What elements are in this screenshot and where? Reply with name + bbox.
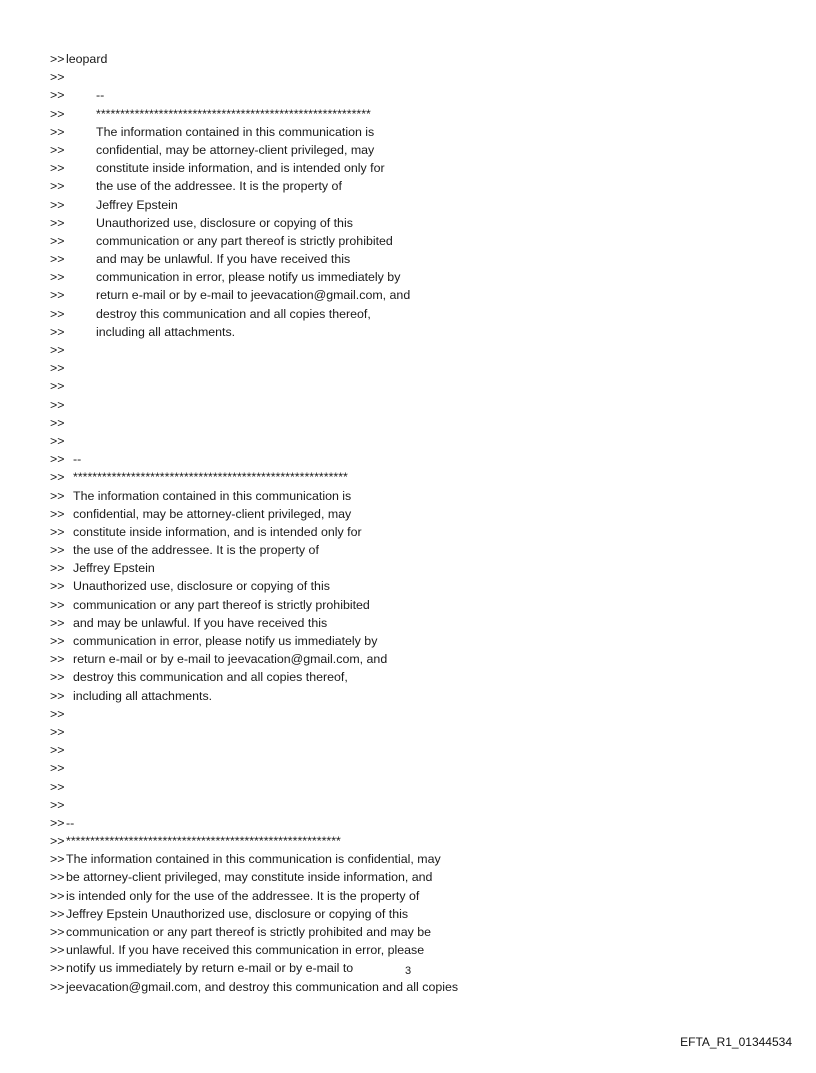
quote-marker: >> bbox=[50, 124, 65, 139]
quote-marker: >> bbox=[50, 652, 65, 667]
line-text: communication in error, please notify us immediately by bbox=[73, 634, 378, 648]
line-text: communication or any part thereof is strictly prohibited bbox=[73, 597, 370, 612]
quoted-line bbox=[50, 414, 770, 432]
quote-marker: >> bbox=[50, 834, 65, 849]
quoted-line bbox=[50, 141, 770, 159]
line-text: and may be unlawful. If you have received this bbox=[96, 252, 351, 267]
line-text: destroy this communication and all copies thereof, bbox=[73, 670, 348, 685]
quoted-line bbox=[50, 377, 770, 395]
quoted-line bbox=[50, 596, 770, 614]
line-text: Jeffrey Epstein bbox=[96, 197, 178, 212]
line-text: -- bbox=[66, 815, 75, 830]
quote-marker: >> bbox=[50, 815, 65, 830]
page-number: 3 bbox=[404, 965, 412, 977]
quoted-line bbox=[50, 214, 770, 232]
quote-marker: >> bbox=[50, 288, 65, 303]
quote-marker: >> bbox=[50, 779, 65, 794]
quoted-line bbox=[50, 632, 770, 650]
quote-marker: >> bbox=[50, 270, 65, 285]
quoted-line bbox=[50, 359, 770, 377]
quoted-line bbox=[50, 196, 770, 214]
quote-marker: >> bbox=[50, 797, 65, 812]
quote-marker: >> bbox=[50, 925, 65, 939]
quote-marker: >> bbox=[50, 561, 65, 576]
quoted-line bbox=[50, 905, 770, 923]
quoted-line bbox=[50, 123, 770, 141]
line-text: return e-mail or by e-mail to jeevacation@gmail.com, and bbox=[73, 652, 388, 667]
quoted-line bbox=[50, 341, 770, 359]
quoted-line bbox=[50, 796, 770, 814]
line-text: jeevacation@gmail.com, and destroy this communication and all copies bbox=[66, 979, 459, 994]
quoted-line bbox=[50, 778, 770, 796]
quote-marker: >> bbox=[50, 306, 65, 321]
quote-marker: >> bbox=[50, 615, 65, 630]
line-text: communication or any part thereof is strictly prohibited bbox=[96, 233, 393, 248]
quote-marker: >> bbox=[50, 506, 65, 521]
quoted-line bbox=[50, 705, 770, 723]
quoted-line bbox=[50, 177, 770, 195]
quoted-line bbox=[50, 268, 770, 286]
line-text: The information contained in this communication is confidential, may bbox=[66, 852, 441, 867]
quoted-line bbox=[50, 941, 770, 959]
line-text: Jeffrey Epstein Unauthorized use, disclosure or copying of this bbox=[66, 906, 409, 921]
quoted-line bbox=[50, 687, 770, 705]
quoted-line bbox=[50, 759, 770, 777]
quote-marker: >> bbox=[50, 979, 65, 994]
quoted-line bbox=[50, 832, 770, 850]
quoted-line bbox=[50, 868, 770, 886]
line-text: The information contained in this communication is bbox=[73, 488, 352, 503]
line-text: -- bbox=[96, 88, 105, 103]
quote-marker: >> bbox=[50, 688, 65, 703]
quote-marker: >> bbox=[50, 906, 65, 921]
quote-marker: >> bbox=[50, 179, 65, 194]
line-text: notify us immediately by return e-mail or by e-mail to bbox=[66, 961, 354, 976]
quoted-line bbox=[50, 505, 770, 523]
quoted-line bbox=[50, 450, 770, 468]
line-text: communication in error, please notify us immediately by bbox=[96, 270, 401, 285]
line-text: leopard bbox=[66, 52, 108, 66]
line-text: confidential, may be attorney-client privileged, may bbox=[73, 506, 352, 521]
quote-marker: >> bbox=[50, 543, 65, 558]
quote-marker: >> bbox=[50, 470, 65, 485]
line-text: including all attachments. bbox=[96, 324, 236, 339]
line-text: -- bbox=[73, 452, 82, 467]
quote-marker: >> bbox=[50, 252, 65, 267]
quoted-line bbox=[50, 305, 770, 323]
quote-marker: >> bbox=[50, 670, 65, 685]
line-text: Unauthorized use, disclosure or copying of this bbox=[96, 215, 353, 230]
quoted-line bbox=[50, 232, 770, 250]
quoted-line bbox=[50, 105, 770, 123]
quote-marker: >> bbox=[50, 52, 65, 66]
quote-marker: >> bbox=[50, 433, 65, 448]
quote-marker: >> bbox=[50, 724, 65, 739]
quote-marker: >> bbox=[50, 852, 65, 867]
quoted-line bbox=[50, 286, 770, 304]
quote-marker: >> bbox=[50, 870, 65, 885]
line-text: Unauthorized use, disclosure or copying of this bbox=[73, 579, 330, 594]
quote-marker: >> bbox=[50, 197, 65, 212]
line-text: constitute inside information, and is intended only for bbox=[96, 161, 385, 176]
quoted-line bbox=[50, 723, 770, 741]
quoted-line bbox=[50, 541, 770, 559]
quote-marker: >> bbox=[50, 706, 65, 721]
line-text: ********************************************************* bbox=[73, 470, 348, 485]
line-text: the use of the addressee. It is the property of bbox=[96, 179, 342, 194]
quote-marker: >> bbox=[50, 524, 65, 539]
line-text: destroy this communication and all copies thereof, bbox=[96, 306, 371, 321]
quote-marker: >> bbox=[50, 943, 65, 958]
quoted-line bbox=[50, 250, 770, 268]
quoted-line bbox=[50, 741, 770, 759]
quote-marker: >> bbox=[50, 415, 65, 430]
quote-marker: >> bbox=[50, 161, 65, 176]
quote-marker: >> bbox=[50, 888, 65, 903]
quote-marker: >> bbox=[50, 106, 65, 121]
quoted-line bbox=[50, 523, 770, 541]
quote-marker: >> bbox=[50, 379, 65, 394]
line-text: return e-mail or by e-mail to jeevacation@gmail.com, and bbox=[96, 288, 411, 303]
email-body bbox=[50, 50, 770, 996]
quote-marker: >> bbox=[50, 761, 65, 776]
line-text: and may be unlawful. If you have received this bbox=[73, 615, 328, 630]
quoted-line bbox=[50, 487, 770, 505]
quote-marker: >> bbox=[50, 488, 65, 503]
line-text: the use of the addressee. It is the property of bbox=[73, 543, 319, 558]
line-text: constitute inside information, and is intended only for bbox=[73, 524, 362, 539]
quoted-line bbox=[50, 68, 770, 86]
quote-marker: >> bbox=[50, 361, 65, 376]
line-text: ********************************************************* bbox=[66, 834, 341, 849]
quote-marker: >> bbox=[50, 88, 65, 103]
quoted-line bbox=[50, 50, 770, 68]
quote-marker: >> bbox=[50, 142, 65, 157]
quoted-line bbox=[50, 887, 770, 905]
quote-marker: >> bbox=[50, 324, 65, 339]
quoted-line bbox=[50, 323, 770, 341]
quote-marker: >> bbox=[50, 597, 65, 612]
quoted-line bbox=[50, 86, 770, 104]
line-text: Jeffrey Epstein bbox=[73, 561, 155, 576]
quoted-line bbox=[50, 396, 770, 414]
quote-marker: >> bbox=[50, 743, 65, 758]
quoted-line bbox=[50, 614, 770, 632]
quote-marker: >> bbox=[50, 452, 65, 467]
quoted-line bbox=[50, 978, 770, 996]
line-text: be attorney-client privileged, may constitute inside information, and bbox=[66, 870, 433, 885]
line-text: communication or any part thereof is strictly prohibited and may be bbox=[66, 925, 432, 939]
quoted-line bbox=[50, 668, 770, 686]
line-text: is intended only for the use of the addressee. It is the property of bbox=[66, 888, 420, 903]
line-text: ********************************************************* bbox=[96, 106, 371, 121]
quote-marker: >> bbox=[50, 70, 65, 85]
quoted-line bbox=[50, 850, 770, 868]
quote-marker: >> bbox=[50, 579, 65, 594]
quoted-line bbox=[50, 432, 770, 450]
quote-marker: >> bbox=[50, 343, 65, 357]
quoted-line bbox=[50, 559, 770, 577]
quoted-line bbox=[50, 923, 770, 941]
quoted-line bbox=[50, 814, 770, 832]
quoted-line bbox=[50, 468, 770, 486]
line-text: including all attachments. bbox=[73, 688, 213, 703]
quote-marker: >> bbox=[50, 397, 65, 412]
quoted-line bbox=[50, 577, 770, 595]
line-text: confidential, may be attorney-client privileged, may bbox=[96, 142, 375, 157]
line-text: unlawful. If you have received this communication in error, please bbox=[66, 943, 425, 958]
quote-marker: >> bbox=[50, 634, 65, 648]
document-id: EFTA_R1_01344534 bbox=[680, 1035, 792, 1049]
line-text: The information contained in this communication is bbox=[96, 124, 375, 139]
quote-marker: >> bbox=[50, 233, 65, 248]
quoted-line bbox=[50, 650, 770, 668]
quote-marker: >> bbox=[50, 961, 65, 976]
quoted-line bbox=[50, 159, 770, 177]
quote-marker: >> bbox=[50, 215, 65, 230]
